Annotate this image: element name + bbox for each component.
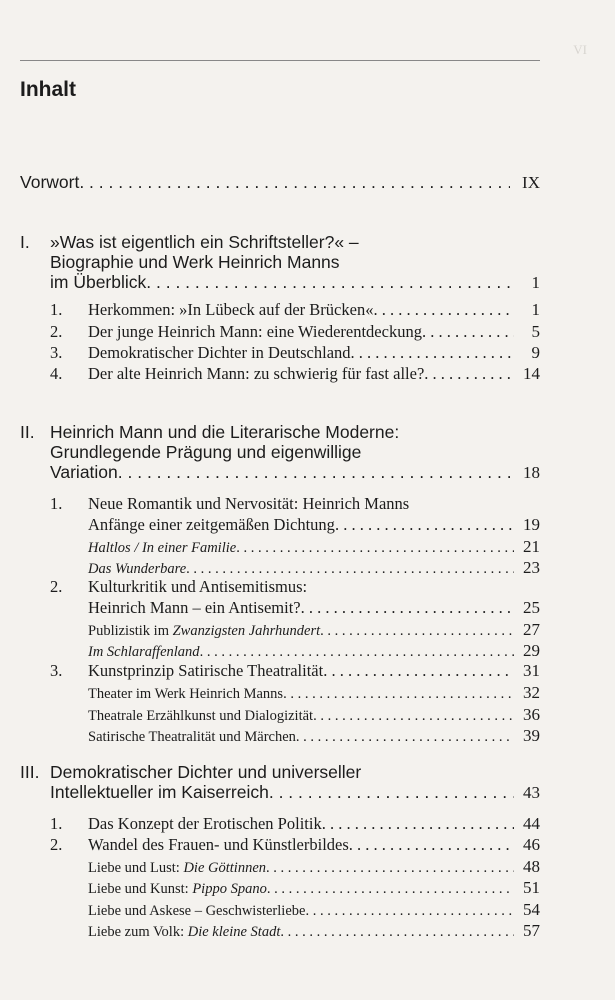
entry-title: Vorwort [20,172,80,192]
entry-title: Theater im Werk Heinrich Manns [88,686,284,702]
toc-entry[interactable] [88,343,540,363]
entry-title: Wandel des Frauen- und Künstlerbildes [88,835,349,854]
entry-page: 44 [523,814,540,833]
entry-page: 32 [523,683,540,702]
entry-title: Im Schlaraffenland [88,644,200,660]
chapter-title-line: »Was ist eigentlich ein Schriftsteller?« – [50,232,359,252]
entry-title: Herkommen: »In Lübeck auf der Brücken« [88,300,374,319]
entry-page: 21 [523,537,540,556]
toc-entry[interactable] [88,300,540,320]
chapter-number: I. [20,232,30,252]
section-number: 1. [50,814,63,833]
toc-entry[interactable] [88,661,540,681]
toc-entry[interactable] [88,835,540,855]
entry-title: Neue Romantik und Nervosität: Heinrich Manns [88,494,410,513]
entry-page: 43 [523,783,540,802]
entry-page: 1 [531,273,540,292]
chapter-title-line: Biographie und Werk Heinrich Manns [50,252,340,272]
entry-title: Demokratischer Dichter in Deutschland [88,343,351,362]
toc-subentry[interactable] [88,537,540,557]
toc-entry-chapter-3[interactable] [50,782,540,803]
entry-title-italic: Pippo Spano [192,881,267,897]
toc-subentry[interactable] [88,726,540,746]
entry-title-italic: Zwanzigsten Jahrhundert [172,623,321,639]
section-number: 2. [50,577,63,596]
entry-page: 27 [523,620,540,639]
entry-page: 14 [523,364,540,383]
toc-entry[interactable] [88,515,540,535]
section-number: 3. [50,343,63,362]
entry-title: Das Konzept der Erotischen Politik [88,814,322,833]
chapter-title-line: Variation [50,462,118,482]
toc-subentry[interactable] [88,683,540,703]
entry-title-italic: Die kleine Stadt [187,924,281,940]
entry-title: Kulturkritik und Antisemitismus: [88,577,308,596]
entry-title: Theatrale Erzählkunst und Dialogizität [88,708,314,724]
entry-page: 29 [523,641,540,660]
toc-subentry[interactable] [88,705,540,725]
ghost-page-number: VI [573,42,587,57]
entry-title: Haltlos / In einer Familie [88,540,237,556]
entry-title-prefix: Liebe und Askese – Geschwisterliebe [88,903,306,919]
chapter-title-line: Intellektueller im Kaiserreich [50,782,269,802]
entry-page: 46 [523,835,540,854]
page-title: Inhalt [20,78,76,101]
entry-page: 39 [523,726,540,745]
entry-title: Kunstprinzip Satirische Theatralität [88,661,324,680]
entry-title: Heinrich Mann – ein Antisemit? [88,598,301,617]
entry-title: Satirische Theatralität und Märchen [88,729,296,745]
entry-page: 57 [523,921,540,940]
entry-page: 31 [523,661,540,680]
toc-subentry[interactable] [88,900,540,920]
toc-entry[interactable] [88,364,540,384]
section-number: 2. [50,835,63,854]
entry-page: 9 [531,343,540,362]
entry-title: Das Wunderbare [88,561,187,577]
toc-entry[interactable] [88,814,540,834]
chapter-number: III. [20,762,40,782]
toc-subentry[interactable] [88,857,540,877]
entry-title-prefix: Liebe und Kunst: [88,881,193,897]
toc-entry-chapter-1[interactable] [50,272,540,293]
chapter-title-line: Grundlegende Prägung und eigenwillige [50,442,362,462]
entry-page: 48 [523,857,540,876]
section-number: 1. [50,494,63,513]
section-number: 1. [50,300,63,319]
entry-title: Der alte Heinrich Mann: zu schwierig für fast alle? [88,364,425,383]
toc-subentry[interactable] [88,921,540,941]
entry-page: 36 [523,705,540,724]
entry-page: 18 [523,463,540,482]
entry-page: 23 [523,558,540,577]
entry-title-prefix: Liebe und Lust: [88,860,184,876]
chapter-title-line: Heinrich Mann und die Literarische Moderne: [50,422,400,442]
entry-page: 5 [531,322,540,341]
toc-subentry[interactable] [88,558,540,578]
toc-subentry[interactable] [88,620,540,640]
toc-subentry[interactable] [88,641,540,661]
toc-entry-vorwort[interactable] [20,172,540,193]
section-number: 3. [50,661,63,680]
entry-title-prefix: Liebe zum Volk: [88,924,188,940]
toc-entry[interactable] [88,322,540,342]
chapter-title-line: Demokratischer Dichter und universeller [50,762,362,782]
header-rule [20,60,540,61]
section-number: 2. [50,322,63,341]
entry-page: 54 [523,900,540,919]
entry-page: 51 [523,878,540,897]
entry-title-italic: Die Göttinnen [183,860,267,876]
toc-entry-chapter-2[interactable] [50,462,540,483]
entry-page: IX [522,173,540,192]
toc-entry[interactable] [88,598,540,618]
entry-page: 1 [531,300,540,319]
entry-title-prefix: Publizistik im [88,623,173,639]
entry-page: 19 [523,515,540,534]
section-number: 4. [50,364,63,383]
chapter-title-line: im Überblick [50,272,147,292]
entry-page: 25 [523,598,540,617]
chapter-number: II. [20,422,35,442]
toc-subentry[interactable] [88,878,540,898]
entry-title: Anfänge einer zeitgemäßen Dichtung [88,515,335,534]
entry-title: Der junge Heinrich Mann: eine Wiederentdeckung [88,322,422,341]
